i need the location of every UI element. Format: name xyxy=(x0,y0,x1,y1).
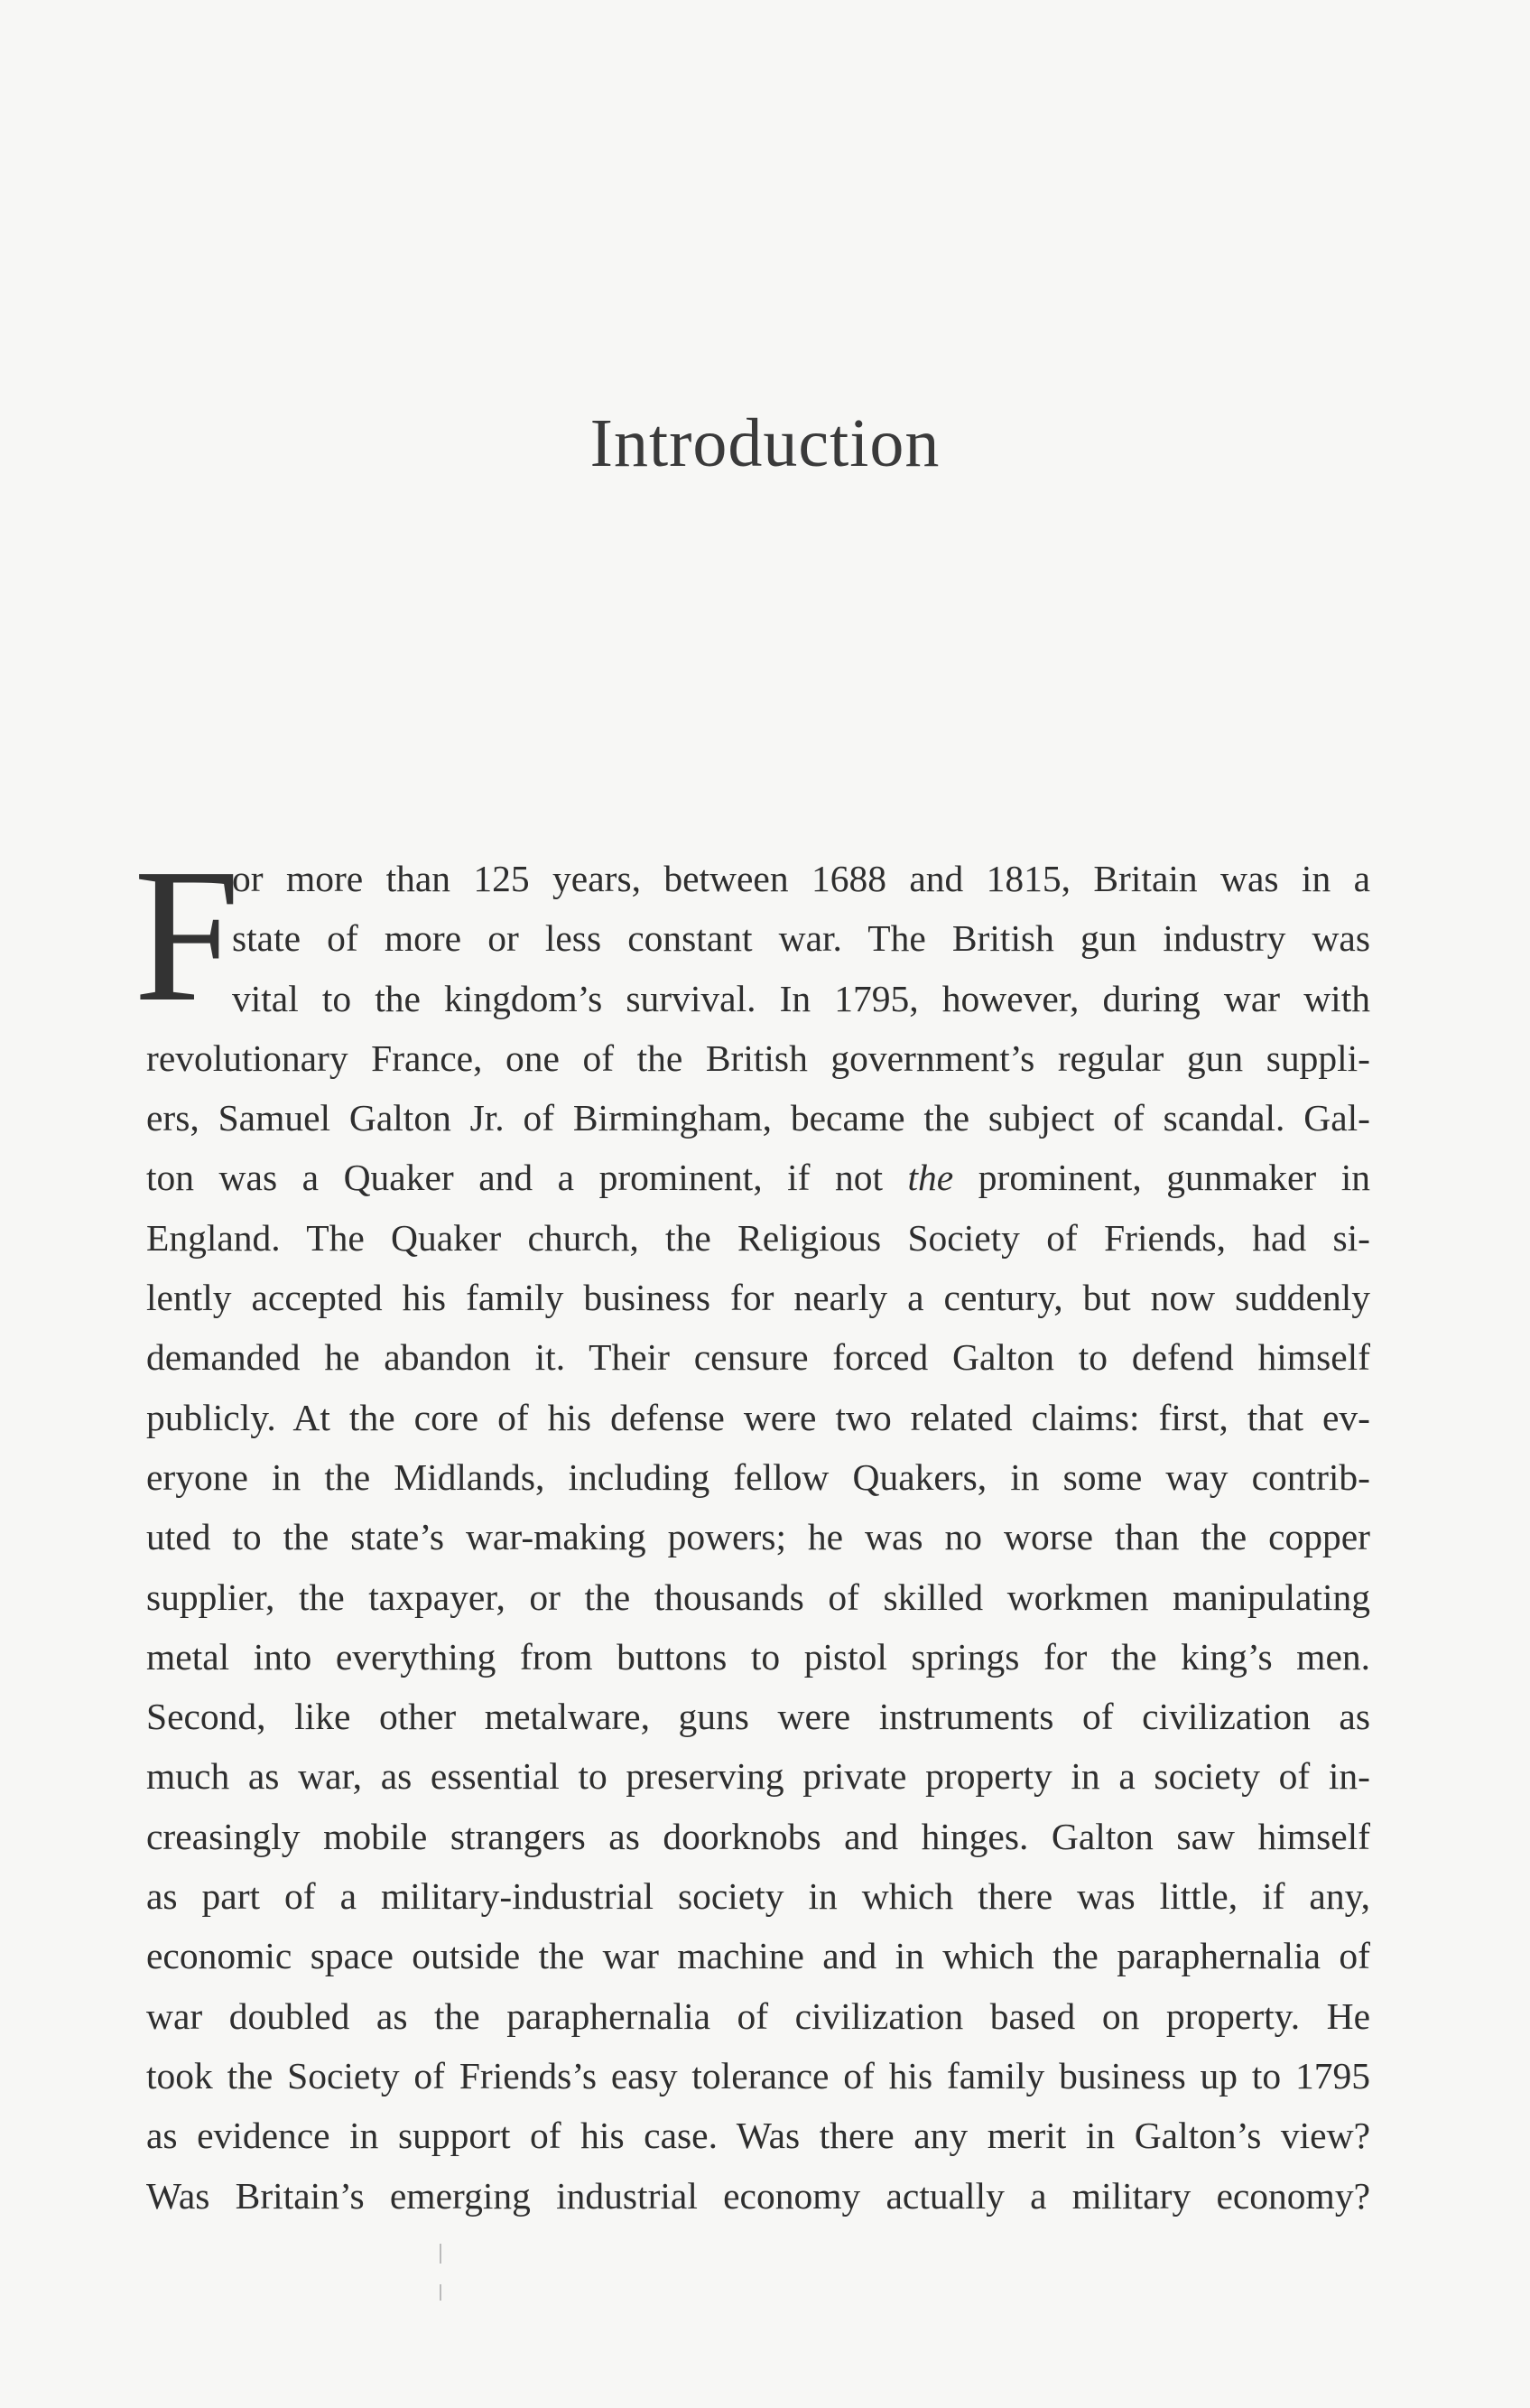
text-line: much as war, as essential to preserving private property in a society of in- xyxy=(146,1755,1370,1798)
chapter-title: Introduction xyxy=(589,405,941,481)
text-line: or more than 125 years, between 1688 and 1815, Britain was in a xyxy=(232,858,1370,899)
text-line: publicly. At the core of his defense were two related claims: first, that ev- xyxy=(146,1396,1370,1438)
text-line: revolutionary France, one of the British government’s regular gun suppli- xyxy=(146,1037,1370,1079)
text-line: metal into everything from buttons to pistol springs for the king’s men. xyxy=(146,1635,1370,1678)
text-segment: ton was a Quaker and a prominent, if not xyxy=(146,1157,908,1199)
text-line: took the Society of Friends’s easy tolerance of his family business up to 1795 xyxy=(146,2054,1370,2097)
text-line xyxy=(146,1148,1370,1207)
text-line: England. The Quaker church, the Religious Society of Friends, had si- xyxy=(146,1216,1370,1259)
drop-cap-letter: F xyxy=(134,829,240,1041)
italic-emphasis: the xyxy=(907,1157,954,1199)
scan-speck xyxy=(440,2244,441,2264)
text-line: Second, like other metalware, guns were instruments of civilization as xyxy=(146,1696,1370,1738)
text-line: lently accepted his family business for nearly a century, but now suddenly xyxy=(146,1277,1370,1319)
text-line: creasingly mobile strangers as doorknobs and hinges. Galton saw himself xyxy=(146,1815,1370,1857)
text-segment: prominent, gunmaker in xyxy=(953,1157,1370,1199)
text-line: eryone in the Midlands, including fellow Quakers, in some way contrib- xyxy=(146,1455,1370,1498)
text-line: vital to the kingdom’s survival. In 1795, however, during war with xyxy=(232,977,1370,1019)
text-line: as evidence in support of his case. Was there any merit in Galton’s view? xyxy=(146,2115,1370,2157)
text-line: ers, Samuel Galton Jr. of Birmingham, became the subject of scandal. Gal- xyxy=(146,1097,1370,1139)
text-line: Was Britain’s emerging industrial economy actually a military economy? xyxy=(146,2174,1370,2217)
text-line: as part of a military-industrial society in which there was little, if any, xyxy=(146,1875,1370,1918)
body-paragraph xyxy=(146,849,1370,2226)
text-line: uted to the state’s war-making powers; he was no worse than the copper xyxy=(146,1516,1370,1558)
text-line: war doubled as the paraphernalia of civilization based on property. He xyxy=(146,1994,1370,2037)
text-line: supplier, the taxpayer, or the thousands of skilled workmen manipulating xyxy=(146,1576,1370,1618)
text-line: state of more or less constant war. The British gun industry was xyxy=(232,917,1370,960)
scan-speck xyxy=(440,2284,441,2301)
text-line: economic space outside the war machine and in which the paraphernalia of xyxy=(146,1935,1370,1977)
text-line: demanded he abandon it. Their censure forced Galton to defend himself xyxy=(146,1336,1370,1379)
